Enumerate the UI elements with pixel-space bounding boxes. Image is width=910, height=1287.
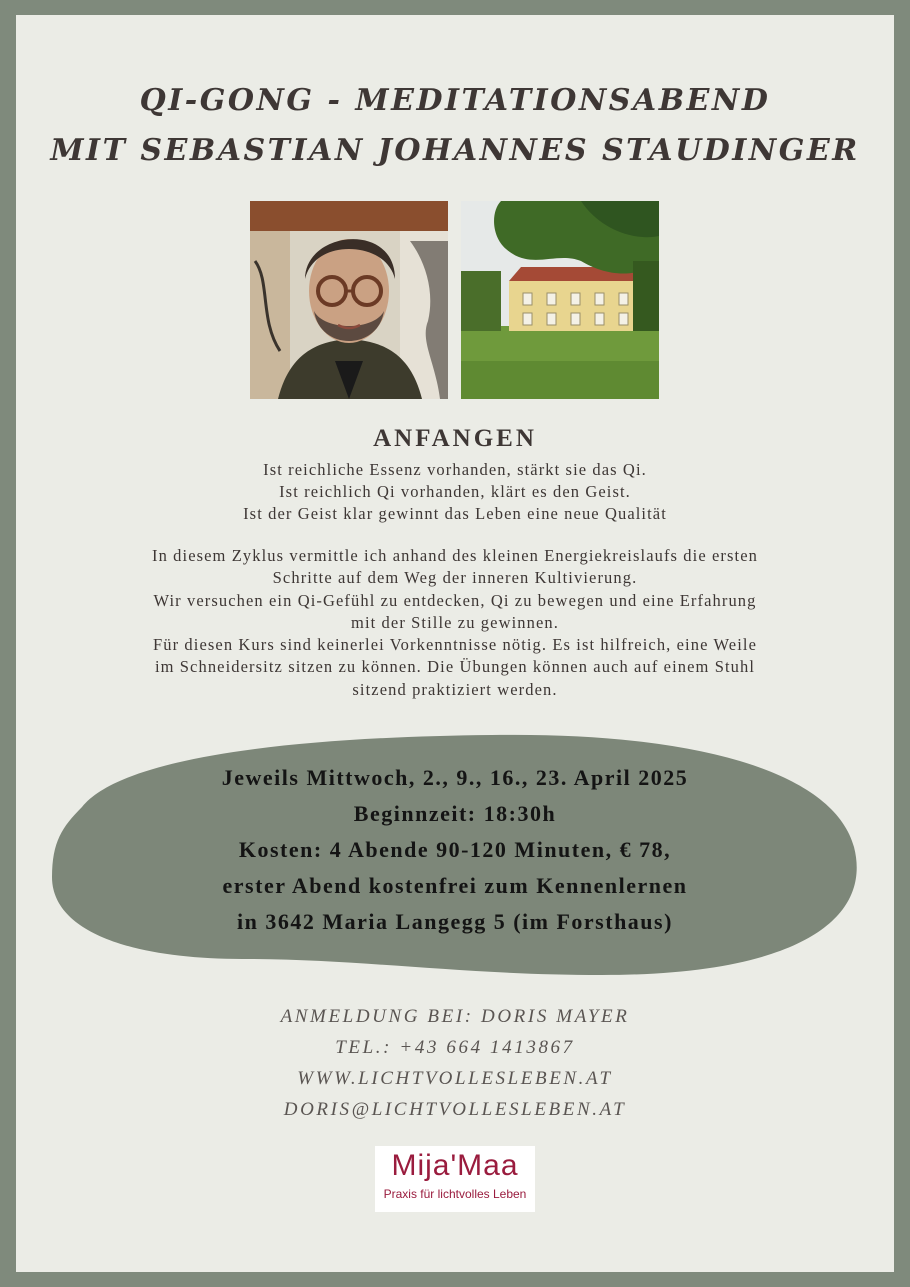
intro-line: Ist reichlich Qi vorhanden, klärt es den Geist. (279, 482, 631, 501)
house-photo (461, 201, 659, 399)
title-line-2: MIT SEBASTIAN JOHANNES STAUDINGER (50, 133, 860, 168)
title-line-1: QI-GONG - MEDITATIONSABEND (139, 83, 771, 118)
intro-line: Ist reichliche Essenz vorhanden, stärkt sie das Qi. (263, 460, 647, 479)
logo-name: Mija'Maa (391, 1149, 519, 1182)
event-start-time: Beginnzeit: 18:30h (353, 801, 557, 826)
event-details (16, 760, 894, 940)
description-line: mit der Stille zu gewinnen. (351, 612, 559, 632)
description-line: im Schneidersitz sitzen zu können. Die Übungen können auch auf einem Stuhl (154, 657, 756, 677)
description-line: In diesem Zyklus vermittle ich anhand des kleinen Energiekreislaufs die ersten (151, 546, 758, 565)
email-link[interactable]: DORIS@LICHTVOLLESLEBEN.AT (283, 1099, 627, 1120)
phone-number[interactable]: TEL.: +43 664 1413867 (335, 1037, 575, 1058)
logo-tagline: Praxis für lichtvolles Leben (383, 1187, 527, 1201)
description-line: Schritte auf dem Weg der inneren Kultivierung. (272, 568, 638, 588)
event-free-first: erster Abend kostenfrei zum Kennenlernen (222, 873, 688, 898)
mijamaa-logo (375, 1146, 535, 1212)
description-line: Wir versuchen ein Qi-Gefühl zu entdecken, Qi zu bewegen und eine Erfahrung (153, 590, 757, 610)
event-dates: Jeweils Mittwoch, 2., 9., 16., 23. April 2025 (221, 765, 689, 790)
website-link[interactable]: WWW.LICHTVOLLESLEBEN.AT (297, 1068, 613, 1089)
intro-verse (16, 459, 894, 525)
section-heading: ANFANGEN (373, 425, 537, 452)
intro-line: Ist der Geist klar gewinnt das Leben eine neue Qualität (243, 504, 667, 523)
event-location: in 3642 Maria Langegg 5 (im Forsthaus) (237, 909, 673, 934)
description-line: sitzend praktiziert werden. (352, 679, 558, 699)
registration-contact: ANMELDUNG BEI: DORIS MAYER (280, 1006, 630, 1027)
description-line: Für diesen Kurs sind keinerlei Vorkenntnisse nötig. Es ist hilfreich, eine Weile (152, 635, 758, 655)
portrait-photo (250, 201, 448, 399)
contact-block (16, 1001, 894, 1125)
event-costs: Kosten: 4 Abende 90-120 Minuten, € 78, (238, 837, 672, 862)
course-description (71, 545, 839, 701)
flyer-page (16, 15, 894, 1272)
